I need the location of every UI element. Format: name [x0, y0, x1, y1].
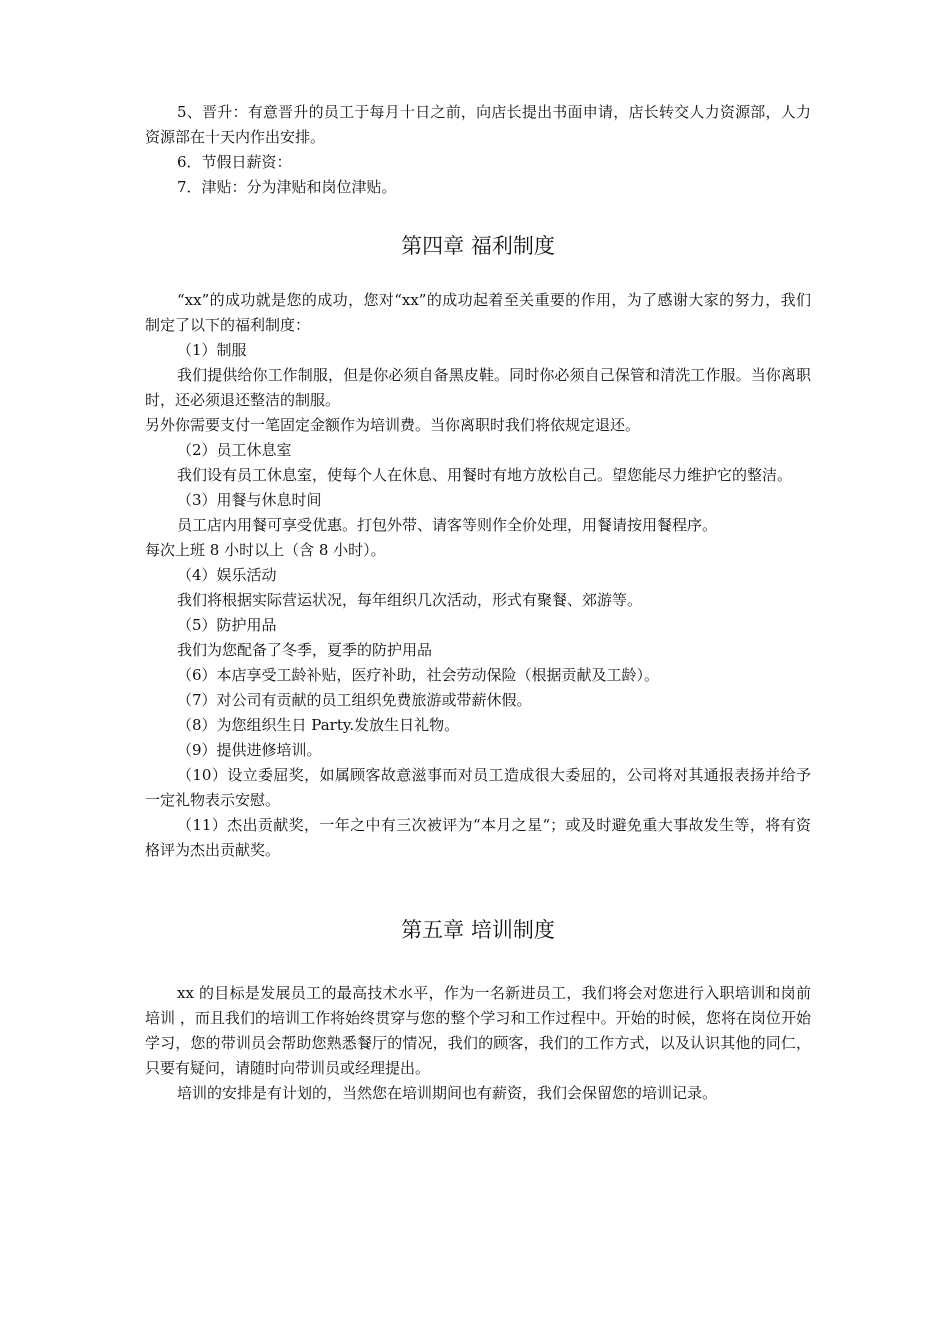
benefit-item-11: （11）杰出贡献奖，一年之中有三次被评为“本月之星“；或及时避免重大事故发生等，将有资格评为杰出贡献奖。	[145, 816, 811, 859]
benefit-meal-title: （3）用餐与休息时间	[177, 491, 322, 509]
benefit-meal-text2: 每次上班 8 小时以上（含 8 小时）。	[145, 541, 386, 559]
benefit-item-6: （6）本店享受工龄补贴，医疗补助，社会劳动保险（根据贡献及工龄）。	[177, 666, 660, 684]
benefit-item-9: （9）提供进修培训。	[177, 741, 322, 759]
benefit-uniform-text2: 另外你需要支付一笔固定金额作为培训费。当你离职时我们将依规定退还。	[145, 416, 641, 434]
benefit-item-10: （10）设立委屈奖，如属顾客故意滋事而对员工造成很大委屈的，公司将对其通报表扬并给予一定礼物表示安慰。	[145, 766, 811, 809]
training-paragraph-1: xx 的目标是发展员工的最高技术水平，作为一名新进员工，我们将会对您进行入职培训和岗前培训 ，而且我们的培训工作将始终贯穿与您的整个学习和工作过程中。开始的时候，您将在岗位开始学习，您的带训员会帮助您熟悉餐厅的情况，我们的顾客，我们的工作方式，以及认识其他的同仁，只要有疑问，请随时向带训员或经理提出。	[145, 984, 811, 1077]
chapter4-title: 第四章 福利制度	[401, 234, 555, 258]
document-page	[145, 100, 811, 1106]
holiday-pay-paragraph: 6．节假日薪资：	[177, 153, 292, 171]
benefit-uniform-text: 我们提供给你工作制服，但是你必须自备黑皮鞋。同时你必须自己保管和清洗工作服。当你离职时，还必须退还整洁的制服。	[145, 366, 811, 409]
promotion-paragraph: 5、晋升：有意晋升的员工于每月十日之前，向店长提出书面申请，店长转交人力资源部，人力资源部在十天内作出安排。	[145, 103, 811, 146]
chapter4-intro: “xx”的成功就是您的成功，您对“xx”的成功起着至关重要的作用，为了感谢大家的努力，我们制定了以下的福利制度：	[145, 291, 811, 334]
chapter5-title: 第五章 培训制度	[401, 918, 555, 942]
benefit-restroom-title: （2）员工休息室	[177, 441, 292, 459]
benefit-uniform-title: （1）制服	[177, 341, 247, 359]
allowance-paragraph: 7．津贴：分为津贴和岗位津贴。	[177, 178, 397, 196]
benefit-item-7: （7）对公司有贡献的员工组织免费旅游或带薪休假。	[177, 691, 532, 709]
benefit-restroom-text: 我们设有员工休息室，使每个人在休息、用餐时有地方放松自己。望您能尽力维护它的整洁。	[177, 466, 793, 484]
benefit-protection-text: 我们为您配备了冬季，夏季的防护用品	[177, 641, 433, 659]
chapter5-body	[145, 981, 811, 1106]
benefit-item-8: （8）为您组织生日 Party.发放生日礼物。	[177, 716, 460, 734]
chapter4-body	[145, 288, 811, 863]
benefit-recreation-title: （4）娱乐活动	[177, 566, 277, 584]
training-paragraph-2: 培训的安排是有计划的，当然您在培训期间也有薪资，我们会保留您的培训记录。	[177, 1084, 718, 1102]
benefit-meal-text: 员工店内用餐可享受优惠。打包外带、请客等则作全价处理，用餐请按用餐程序。	[177, 516, 718, 534]
benefit-recreation-text: 我们将根据实际营运状况，每年组织几次活动，形式有聚餐、郊游等。	[177, 591, 643, 609]
benefit-protection-title: （5）防护用品	[177, 616, 277, 634]
